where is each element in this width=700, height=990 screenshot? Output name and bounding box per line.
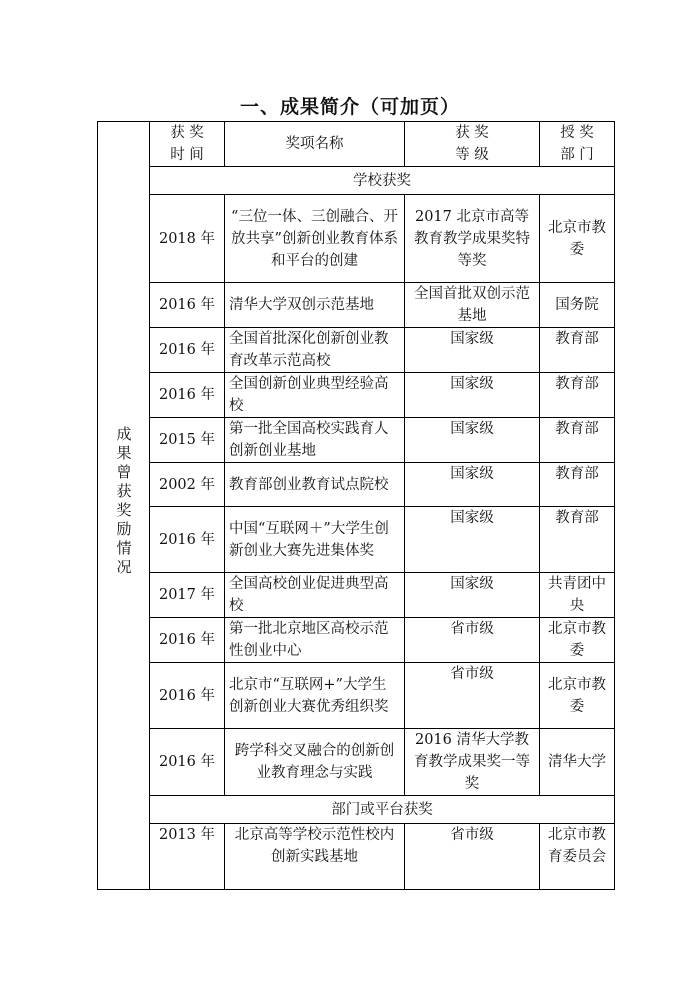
award-level: 省市级 [405, 618, 540, 663]
award-level: 省市级 [405, 824, 540, 890]
award-dept: 北京市教委 [540, 663, 615, 729]
award-dept: 教育部 [540, 463, 615, 507]
table-row [98, 373, 615, 418]
award-year: 2013 年 [150, 824, 225, 890]
award-dept: 清华大学 [540, 729, 615, 796]
award-dept: 教育部 [540, 328, 615, 373]
award-year: 2016 年 [150, 618, 225, 663]
table-row [98, 729, 615, 796]
table-row [98, 824, 615, 890]
table-row [98, 463, 615, 507]
header-dept-line2: 部 门 [560, 147, 594, 163]
award-level: 省市级 [405, 663, 540, 729]
section-row [98, 796, 615, 824]
header-row [98, 122, 615, 167]
award-dept: 北京市教委 [540, 618, 615, 663]
award-year: 2016 年 [150, 729, 225, 796]
award-year: 2016 年 [150, 328, 225, 373]
award-year: 2016 年 [150, 283, 225, 328]
award-dept: 国务院 [540, 283, 615, 328]
side-label: 成果曾获奖励情况 [114, 426, 133, 578]
awards-table [97, 121, 615, 890]
award-year: 2015 年 [150, 418, 225, 463]
side-label-cell [98, 122, 150, 890]
header-time [150, 122, 225, 167]
award-name: 教育部创业教育试点院校 [225, 463, 405, 507]
section-label: 部门或平台获奖 [150, 796, 615, 824]
award-name: 第一批全国高校实践育人创新创业基地 [225, 418, 405, 463]
award-dept: 共青团中央 [540, 573, 615, 618]
table-row [98, 573, 615, 618]
header-time-line1: 获 奖 [170, 125, 204, 141]
header-dept [540, 122, 615, 167]
award-dept: 北京市教委 [540, 195, 615, 283]
header-level-line2: 等 级 [455, 147, 489, 163]
award-level: 国家级 [405, 507, 540, 573]
award-year: 2017 年 [150, 573, 225, 618]
award-year: 2016 年 [150, 373, 225, 418]
award-year: 2002 年 [150, 463, 225, 507]
award-name: “三位一体、三创融合、开放共享”创新创业教育体系和平台的创建 [225, 195, 405, 283]
award-level: 国家级 [405, 373, 540, 418]
award-name: 全国高校创业促进典型高校 [225, 573, 405, 618]
table-row [98, 195, 615, 283]
award-dept: 教育部 [540, 418, 615, 463]
header-time-line2: 时 间 [170, 147, 204, 163]
table-row [98, 507, 615, 573]
award-level: 全国首批双创示范基地 [405, 283, 540, 328]
award-year: 2016 年 [150, 507, 225, 573]
table-row [98, 328, 615, 373]
award-year: 2016 年 [150, 663, 225, 729]
section-row [98, 167, 615, 195]
award-name: 全国首批深化创新创业教育改革示范高校 [225, 328, 405, 373]
header-level-line1: 获 奖 [455, 125, 489, 141]
award-year: 2018 年 [150, 195, 225, 283]
header-level [405, 122, 540, 167]
award-name: 清华大学双创示范基地 [225, 283, 405, 328]
award-level: 国家级 [405, 328, 540, 373]
award-dept: 教育部 [540, 373, 615, 418]
table-row [98, 418, 615, 463]
header-name-text: 奖项名称 [285, 136, 344, 152]
page-title: 一、成果简介（可加页） [239, 96, 460, 118]
award-level: 2016 清华大学教育教学成果奖一等奖 [405, 729, 540, 796]
section-label: 学校获奖 [150, 167, 615, 195]
award-name: 中国“互联网＋”大学生创新创业大赛先进集体奖 [225, 507, 405, 573]
header-dept-line1: 授 奖 [560, 125, 594, 141]
award-name: 全国创新创业典型经验高校 [225, 373, 405, 418]
award-dept: 北京市教育委员会 [540, 824, 615, 890]
award-name: 跨学科交叉融合的创新创业教育理念与实践 [225, 729, 405, 796]
header-name [225, 122, 405, 167]
award-dept: 教育部 [540, 507, 615, 573]
table-row [98, 618, 615, 663]
award-level: 国家级 [405, 463, 540, 507]
table-row [98, 283, 615, 328]
award-name: 第一批北京地区高校示范性创业中心 [225, 618, 405, 663]
award-level: 国家级 [405, 418, 540, 463]
award-name: 北京高等学校示范性校内创新实践基地 [225, 824, 405, 890]
award-name: 北京市“互联网+”大学生创新创业大赛优秀组织奖 [225, 663, 405, 729]
award-level: 2017 北京市高等教育教学成果奖特等奖 [405, 195, 540, 283]
table-row [98, 663, 615, 729]
award-level: 国家级 [405, 573, 540, 618]
